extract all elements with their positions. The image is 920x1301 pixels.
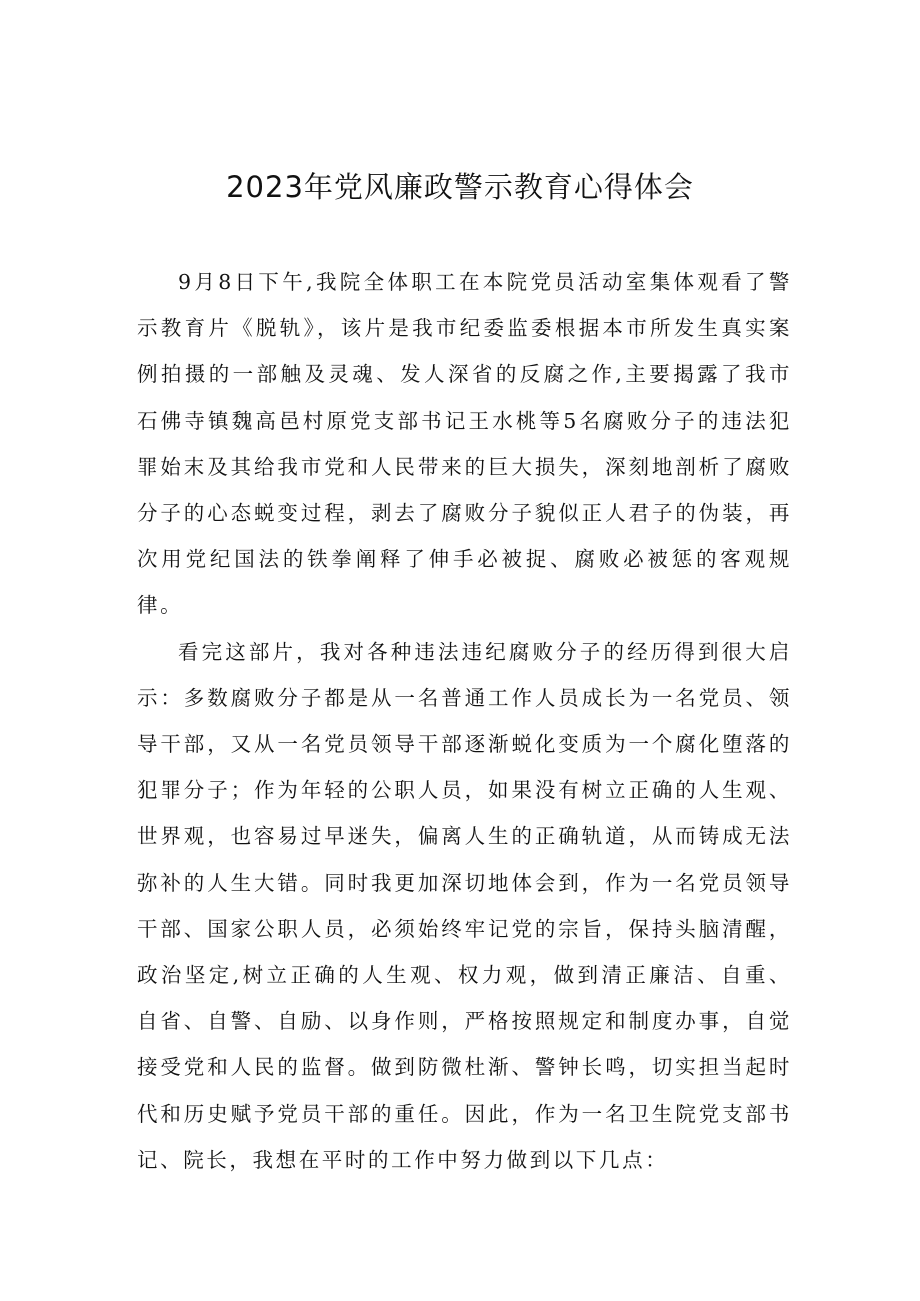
paragraph-1: 9月8日下午,我院全体职工在本院党员活动室集体观看了警示教育片《脱轨》，该片是我市纪委监委根据本市所发生真实案例拍摄的一部触及灵魂、发人深省的反腐之作,主要揭露了我市石佛寺镇魏高邑村原党支部书记王水桃等5名腐败分子的违法犯罪始末及其给我市党和人民带来的巨大损失，深刻地剖析了腐败分子的心态蜕变过程，剥去了腐败分子貌似正人君子的伪装，再次用党纪国法的铁拳阐释了伸手必被捉、腐败必被惩的客观规律。 [137,270,792,618]
document-title: 2023年党风廉政警示教育心得体会 [226,170,694,204]
document-body [137,259,792,1183]
paragraph-2: 看完这部片，我对各种违法违纪腐败分子的经历得到很大启示：多数腐败分子都是从一名普通工作人员成长为一名党员、领导干部，又从一名党员领导干部逐渐蜕化变质为一个腐化堕落的犯罪分子；作为年轻的公职人员，如果没有树立正确的人生观、世界观，也容易过早迷失，偏离人生的正确轨道，从而铸成无法弥补的人生大错。同时我更加深切地体会到，作为一名党员领导干部、国家公职人员，必须始终牢记党的宗旨，保持头脑清醒，政治坚定,树立正确的人生观、权力观，做到清正廉洁、自重、自省、自警、自励、以身作则，严格按照规定和制度办事，自觉接受党和人民的监督。做到防微杜渐、警钟长鸣，切实担当起时代和历史赋予党员干部的重任。因此，作为一名卫生院党支部书记、院长，我想在平时的工作中努力做到以下几点： [137,639,792,1172]
